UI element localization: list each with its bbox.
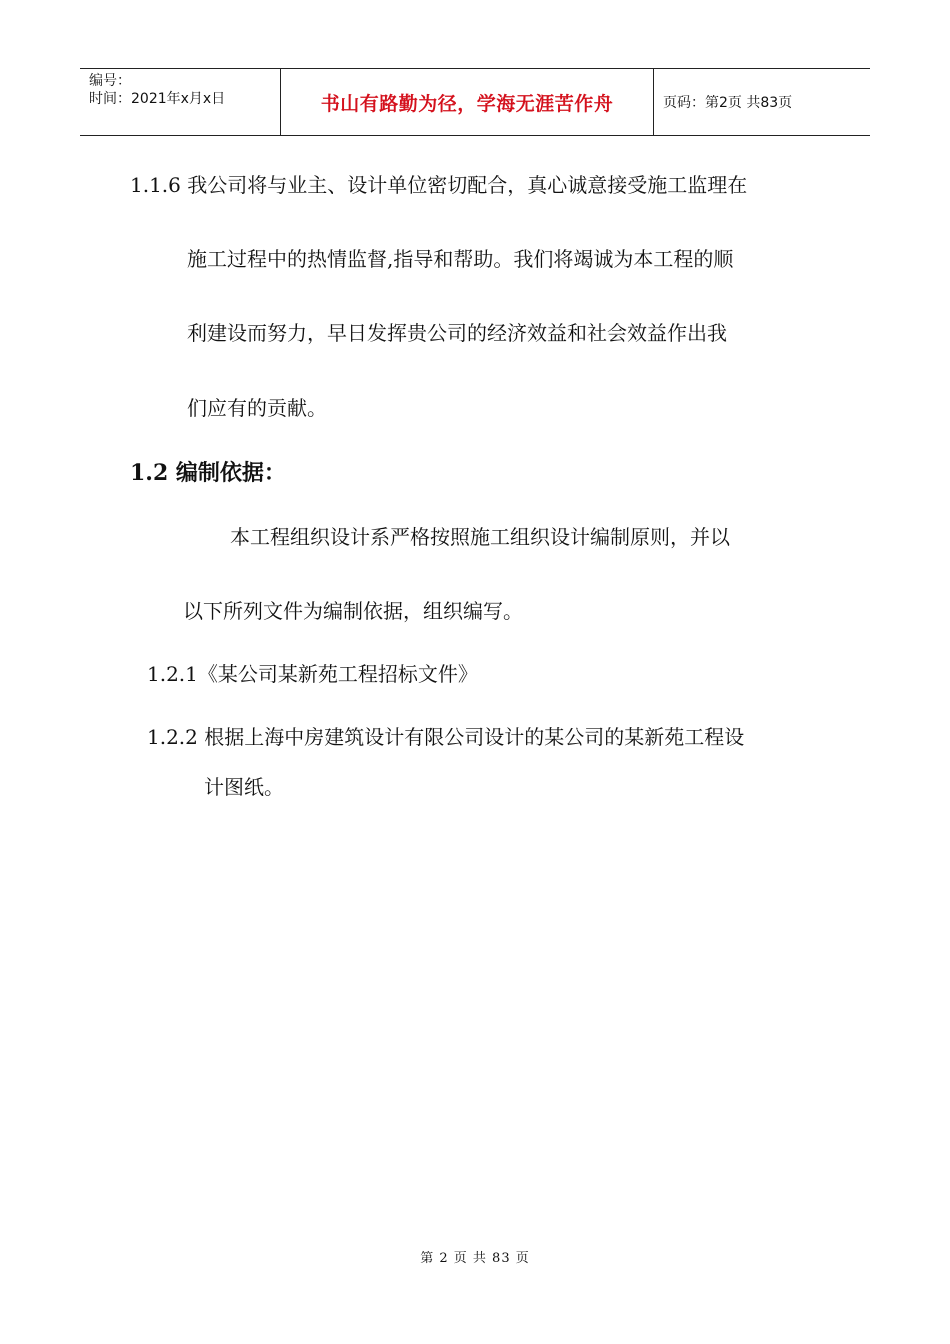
para-1-1-6-line-1: 1.1.6 我公司将与业主、设计单位密切配合，真心诚意接受施工监理在 (130, 173, 748, 197)
page-header (80, 68, 870, 136)
header-meta (80, 69, 281, 135)
item-1-2-2-line-2: 计图纸。 (204, 775, 284, 799)
item-1-2-1: 1.2.1《某公司某新苑工程招标文件》 (147, 662, 478, 686)
doc-date-label: 时间：2021年x月x日 (89, 91, 226, 107)
header-motto: 书山有路勤为径，学海无涯苦作舟 (281, 69, 654, 135)
para-1-1-6-line-4: 们应有的贡献。 (187, 396, 327, 420)
para-intro-line-1: 本工程组织设计系严格按照施工组织设计编制原则，并以 (230, 525, 730, 549)
section-heading-1-2: 1.2 编制依据： (130, 460, 286, 486)
item-1-2-2-line-1: 1.2.2 根据上海中房建筑设计有限公司设计的某公司的某新苑工程设 (147, 725, 745, 749)
page-footer: 第 2 页 共 83 页 (420, 1251, 530, 1266)
para-intro-line-2: 以下所列文件为编制依据，组织编写。 (183, 599, 523, 623)
header-page-label: 页码：第2页 共83页 (663, 95, 793, 111)
para-1-1-6-line-2: 施工过程中的热情监督,指导和帮助。我们将竭诚为本工程的顺 (187, 247, 734, 271)
doc-number-label: 编号： (89, 73, 131, 89)
para-1-1-6-line-3: 利建设而努力，早日发挥贵公司的经济效益和社会效益作出我 (187, 321, 727, 345)
